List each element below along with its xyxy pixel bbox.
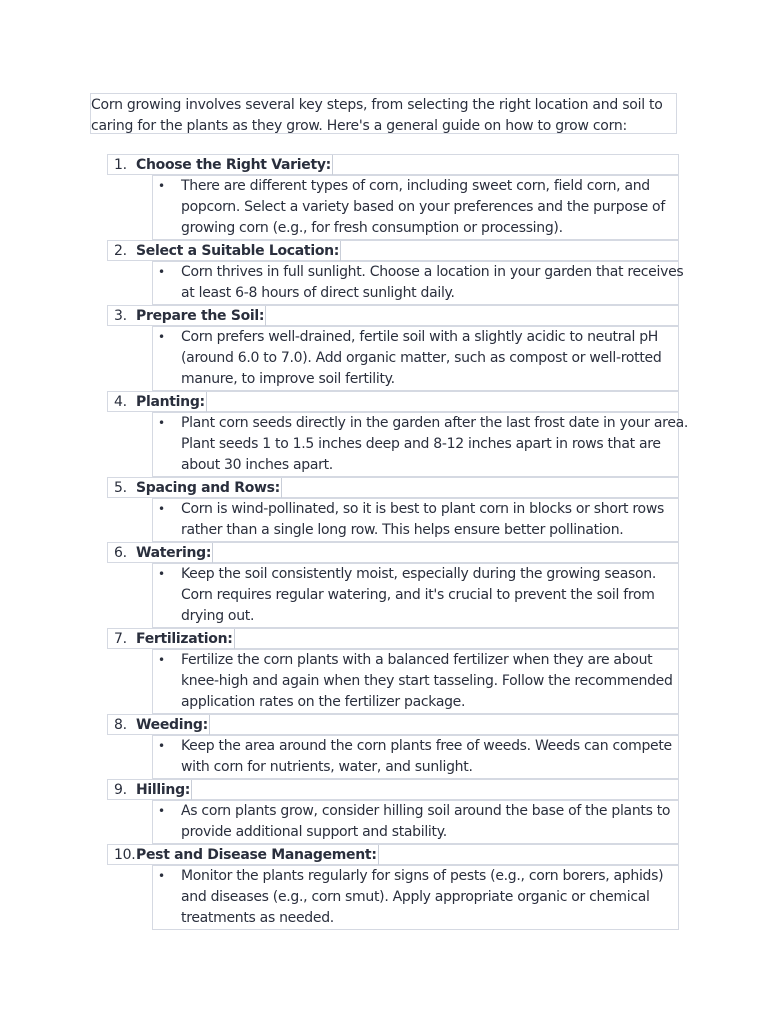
- step-number: 7.: [114, 631, 127, 647]
- step-title: Fertilization:: [136, 629, 235, 650]
- step-heading: [107, 714, 679, 735]
- step-text-line: with corn for nutrients, water, and sunlight.: [181, 759, 473, 775]
- step-text: [181, 262, 684, 304]
- step-number: 5.: [114, 480, 127, 496]
- step-title: Weeding:: [136, 715, 210, 736]
- step-description: [152, 175, 679, 240]
- step-text-line: at least 6-8 hours of direct sunlight daily.: [181, 285, 455, 301]
- step-text-line: Plant seeds 1 to 1.5 inches deep and 8-12 inches apart in rows that are: [181, 436, 661, 452]
- step-text-line: Corn thrives in full sunlight. Choose a location in your garden that receives: [181, 264, 684, 280]
- step-item: [107, 779, 679, 844]
- step-item: [107, 714, 679, 779]
- step-text-line: growing corn (e.g., for fresh consumption or processing).: [181, 220, 563, 236]
- bullet-icon: •: [158, 869, 166, 883]
- step-text-line: Keep the area around the corn plants free of weeds. Weeds can compete: [181, 738, 672, 754]
- bullet-icon: •: [158, 653, 166, 667]
- step-heading: [107, 391, 679, 412]
- bullet-icon: •: [158, 330, 166, 344]
- intro-line: Corn growing involves several key steps, from selecting the right location and soil to: [91, 97, 663, 113]
- step-text-line: As corn plants grow, consider hilling soil around the base of the plants to: [181, 803, 671, 819]
- step-text-line: Corn prefers well-drained, fertile soil with a slightly acidic to neutral pH: [181, 329, 659, 345]
- step-item: [107, 542, 679, 628]
- step-text: [181, 176, 678, 239]
- step-item: [107, 628, 679, 714]
- step-description: [152, 412, 689, 477]
- step-text-line: and diseases (e.g., corn smut). Apply appropriate organic or chemical: [181, 889, 650, 905]
- step-text-line: about 30 inches apart.: [181, 457, 333, 473]
- step-number: 4.: [114, 394, 127, 410]
- step-number: 1.: [114, 157, 127, 173]
- step-item: [107, 305, 679, 391]
- bullet-icon: •: [158, 502, 166, 516]
- bullet-icon: •: [158, 804, 166, 818]
- step-description: [152, 735, 679, 779]
- step-description: [152, 865, 679, 930]
- step-text-line: provide additional support and stability.: [181, 824, 447, 840]
- step-heading: [107, 154, 679, 175]
- intro-paragraph: [90, 93, 677, 134]
- step-heading: [107, 542, 679, 563]
- step-description: [152, 261, 684, 305]
- step-text-line: knee-high and again when they start tasseling. Follow the recommended: [181, 673, 673, 689]
- step-item: [107, 240, 684, 305]
- step-title: Select a Suitable Location:: [136, 241, 341, 262]
- step-heading: [107, 477, 679, 498]
- step-text-line: treatments as needed.: [181, 910, 334, 926]
- step-item: [107, 477, 679, 542]
- step-title: Prepare the Soil:: [136, 306, 266, 327]
- step-description: [152, 800, 679, 844]
- bullet-icon: •: [158, 265, 166, 279]
- step-description: [152, 498, 679, 542]
- step-text: [181, 650, 678, 713]
- step-title: Watering:: [136, 543, 213, 564]
- step-text-line: application rates on the fertilizer package.: [181, 694, 466, 710]
- step-text-line: popcorn. Select a variety based on your preferences and the purpose of: [181, 199, 665, 215]
- bullet-icon: •: [158, 567, 166, 581]
- step-number: 2.: [114, 243, 127, 259]
- step-title: Spacing and Rows:: [136, 478, 282, 499]
- bullet-icon: •: [158, 416, 166, 430]
- step-title: Pest and Disease Management:: [136, 845, 379, 866]
- step-heading: [107, 844, 679, 865]
- step-heading: [107, 628, 679, 649]
- step-item: [107, 391, 689, 477]
- step-text-line: (around 6.0 to 7.0). Add organic matter, such as compost or well-rotted: [181, 350, 662, 366]
- step-text-line: Keep the soil consistently moist, especially during the growing season.: [181, 566, 656, 582]
- step-text-line: rather than a single long row. This helps ensure better pollination.: [181, 522, 624, 538]
- step-description: [152, 649, 679, 714]
- step-text: [181, 736, 678, 778]
- step-item: [107, 844, 679, 930]
- step-description: [152, 326, 679, 391]
- intro-line: caring for the plants as they grow. Here's a general guide on how to grow corn:: [91, 118, 627, 134]
- step-text: [181, 413, 689, 476]
- step-text-line: drying out.: [181, 608, 255, 624]
- step-text-line: Fertilize the corn plants with a balanced fertilizer when they are about: [181, 652, 653, 668]
- step-heading: [107, 779, 679, 800]
- step-text-line: There are different types of corn, including sweet corn, field corn, and: [181, 178, 650, 194]
- step-description: [152, 563, 679, 628]
- step-text-line: Corn requires regular watering, and it's crucial to prevent the soil from: [181, 587, 655, 603]
- step-text: [181, 564, 678, 627]
- step-text-line: manure, to improve soil fertility.: [181, 371, 395, 387]
- step-number: 6.: [114, 545, 127, 561]
- step-number: 3.: [114, 308, 127, 324]
- step-title: Choose the Right Variety:: [136, 155, 333, 176]
- step-text: [181, 499, 678, 541]
- step-text: [181, 801, 678, 843]
- step-text-line: Monitor the plants regularly for signs of pests (e.g., corn borers, aphids): [181, 868, 664, 884]
- step-number: 10.: [114, 847, 136, 863]
- step-number: 8.: [114, 717, 127, 733]
- step-heading: [107, 240, 679, 261]
- step-text: [181, 327, 678, 390]
- step-text-line: Corn is wind-pollinated, so it is best to plant corn in blocks or short rows: [181, 501, 664, 517]
- step-title: Planting:: [136, 392, 207, 413]
- bullet-icon: •: [158, 179, 166, 193]
- step-text-line: Plant corn seeds directly in the garden after the last frost date in your area.: [181, 415, 689, 431]
- step-item: [107, 154, 679, 240]
- bullet-icon: •: [158, 739, 166, 753]
- step-number: 9.: [114, 782, 127, 798]
- step-heading: [107, 305, 679, 326]
- step-title: Hilling:: [136, 780, 192, 801]
- step-text: [181, 866, 678, 929]
- steps-list: [107, 154, 689, 930]
